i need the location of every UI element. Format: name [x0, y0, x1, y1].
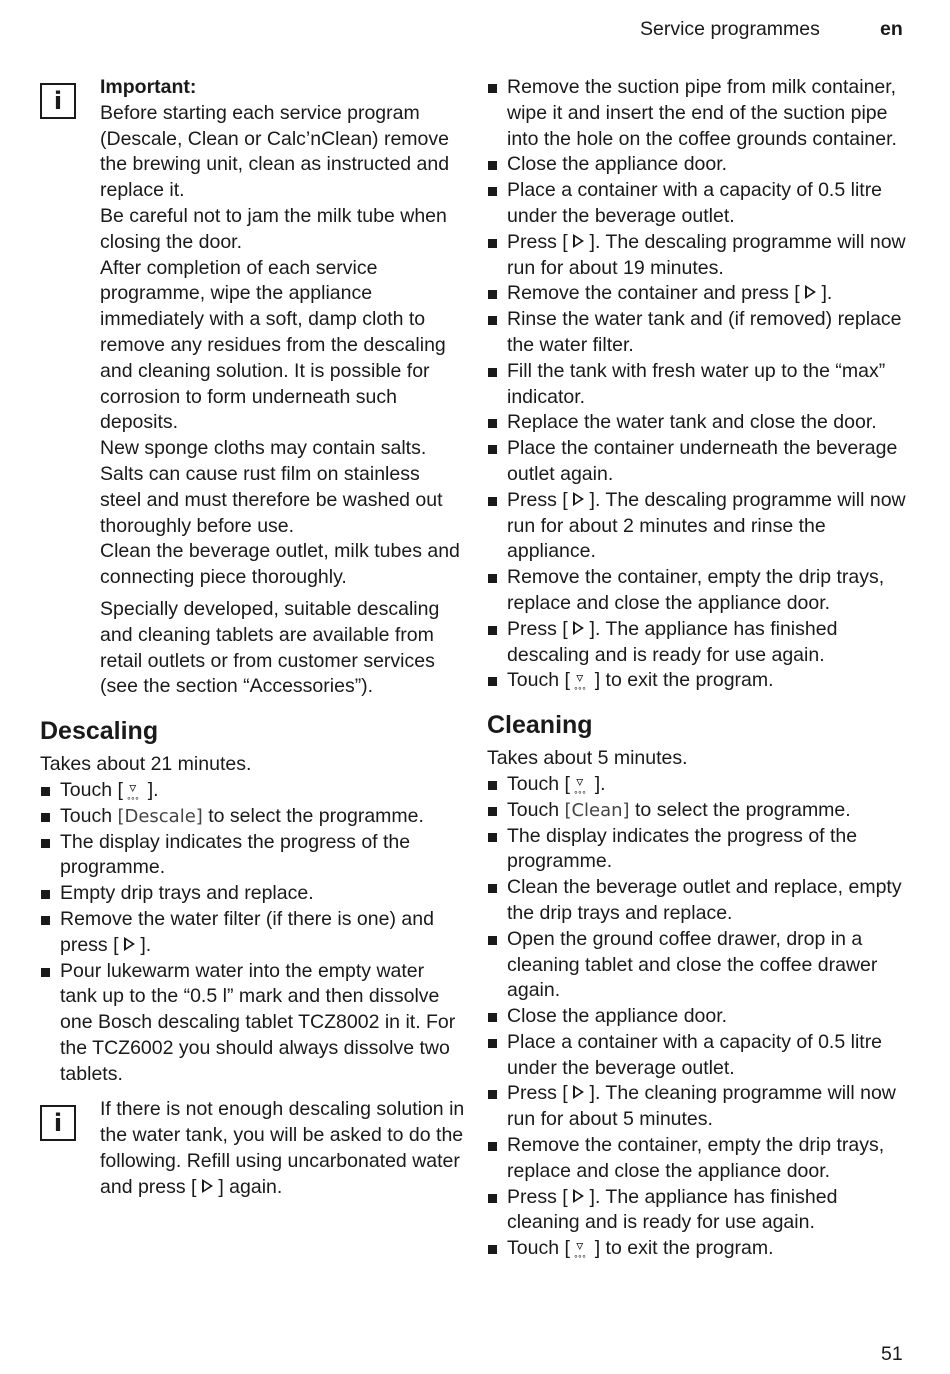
list-item: Press [ ]. The appliance has finished descaling and is ready for use again.: [487, 617, 912, 669]
list-item: Remove the container and press [ ].: [487, 281, 912, 307]
play-icon: [202, 1179, 213, 1193]
list-item: Touch [ ▿ ∘∘∘ ].: [40, 778, 465, 804]
cleaning-heading: Cleaning: [487, 711, 593, 740]
right-column: [487, 75, 912, 1262]
list-item: Empty drip trays and replace.: [40, 881, 465, 907]
important-paragraph: Before starting each service program (Descale, Clean or Calc’nClean) remove the brewing unit, clean as instructed and replace it.: [100, 101, 450, 202]
descaling-steps: [40, 778, 465, 1088]
list-item: Press [ ]. The cleaning programme will now run for about 5 minutes.: [487, 1081, 912, 1133]
play-icon: [573, 1189, 584, 1203]
descaling-duration: Takes about 21 minutes.: [40, 753, 252, 776]
list-item: Touch [ ▿ ∘∘∘ ] to exit the program.: [487, 668, 912, 694]
descale-key-label: [Descale]: [117, 805, 203, 827]
list-item: Place a container with a capacity of 0.5 litre under the beverage outlet.: [487, 178, 912, 230]
play-icon: [573, 492, 584, 506]
page-number: 51: [881, 1343, 903, 1365]
list-item: Remove the container, empty the drip trays, replace and close the appliance door.: [487, 1133, 912, 1185]
list-item: Open the ground coffee drawer, drop in a cleaning tablet and close the coffee drawer again.: [487, 927, 912, 1004]
list-item: Rinse the water tank and (if removed) replace the water filter.: [487, 307, 912, 359]
list-item: Touch [Descale] to select the programme.: [40, 804, 465, 830]
list-item: Press [ ]. The appliance has finished cleaning and is ready for use again.: [487, 1185, 912, 1237]
note-text: If there is not enough descaling solution in the water tank, you will be asked to do the following. Refill using uncarbonated water and press [ ] again.: [100, 1098, 465, 1198]
info-icon: i: [40, 1105, 76, 1141]
list-item: Pour lukewarm water into the empty water tank up to the “0.5 l” mark and then dissolve one Bosch descaling tablet TCZ8002 in it. For the TCZ6002 you should always dissolve two tablets.: [40, 959, 465, 1088]
list-item: Clean the beverage outlet and replace, empty the drip trays and replace.: [487, 875, 912, 927]
list-item: Touch [Clean] to select the programme.: [487, 798, 912, 824]
play-icon: [573, 234, 584, 248]
important-note: [40, 75, 465, 700]
clean-key-label: [Clean]: [564, 799, 630, 821]
header-section-title: Service programmes: [640, 18, 820, 40]
service-icon: [575, 1238, 589, 1256]
play-icon: [573, 621, 584, 635]
info-icon: i: [40, 83, 76, 119]
list-item: Touch [ ▿ ∘∘∘ ].: [487, 772, 912, 798]
descaling-note: [40, 1097, 465, 1200]
list-item: Place the container underneath the beverage outlet again.: [487, 436, 912, 488]
descaling-steps-continued: [487, 75, 912, 694]
list-item: Fill the tank with fresh water up to the “max” indicator.: [487, 359, 912, 411]
list-item: Replace the water tank and close the door.: [487, 410, 912, 436]
list-item: Close the appliance door.: [487, 152, 912, 178]
service-icon: [575, 670, 589, 688]
list-item: Press [ ]. The descaling programme will now run for about 19 minutes.: [487, 230, 912, 282]
play-icon: [805, 285, 816, 299]
list-item: Close the appliance door.: [487, 1004, 912, 1030]
list-item: The display indicates the progress of the programme.: [40, 830, 465, 882]
cleaning-steps: [487, 772, 912, 1262]
play-icon: [124, 937, 135, 951]
left-column: [40, 75, 465, 1201]
descaling-heading: Descaling: [40, 717, 159, 746]
list-item: Press [ ]. The descaling programme will now run for about 2 minutes and rinse the appliance.: [487, 488, 912, 565]
important-paragraph: After completion of each service programme, wipe the appliance immediately with a soft, damp cloth to remove any residues from the descaling and cleaning solution. It is possible for corrosion to form underneath such deposits.: [100, 256, 446, 434]
important-paragraph: Be careful not to jam the milk tube when closing the door.: [100, 204, 447, 253]
important-title: Important:: [100, 76, 197, 98]
important-paragraph: Clean the beverage outlet, milk tubes and connecting piece thoroughly.: [100, 540, 460, 589]
list-item: Remove the container, empty the drip trays, replace and close the appliance door.: [487, 565, 912, 617]
list-item: Touch [ ▿ ∘∘∘ ] to exit the program.: [487, 1236, 912, 1262]
list-item: The display indicates the progress of the programme.: [487, 824, 912, 876]
play-icon: [573, 1085, 584, 1099]
list-item: Remove the water filter (if there is one) and press [ ].: [40, 907, 465, 959]
important-paragraph: New sponge cloths may contain salts. Salts can cause rust film on stainless steel and must therefore be washed out thoroughly before use.: [100, 437, 443, 537]
service-icon: [128, 780, 142, 798]
header-language-code: en: [880, 18, 903, 40]
list-item: Place a container with a capacity of 0.5 litre under the beverage outlet.: [487, 1030, 912, 1082]
list-item: Remove the suction pipe from milk container, wipe it and insert the end of the suction pipe into the hole on the coffee grounds container.: [487, 75, 912, 152]
cleaning-duration: Takes about 5 minutes.: [487, 747, 688, 770]
important-paragraph: Specially developed, suitable descaling and cleaning tablets are available from retail outlets or from customer services (see the section “Accessories”).: [100, 597, 440, 698]
service-icon: [575, 774, 589, 792]
